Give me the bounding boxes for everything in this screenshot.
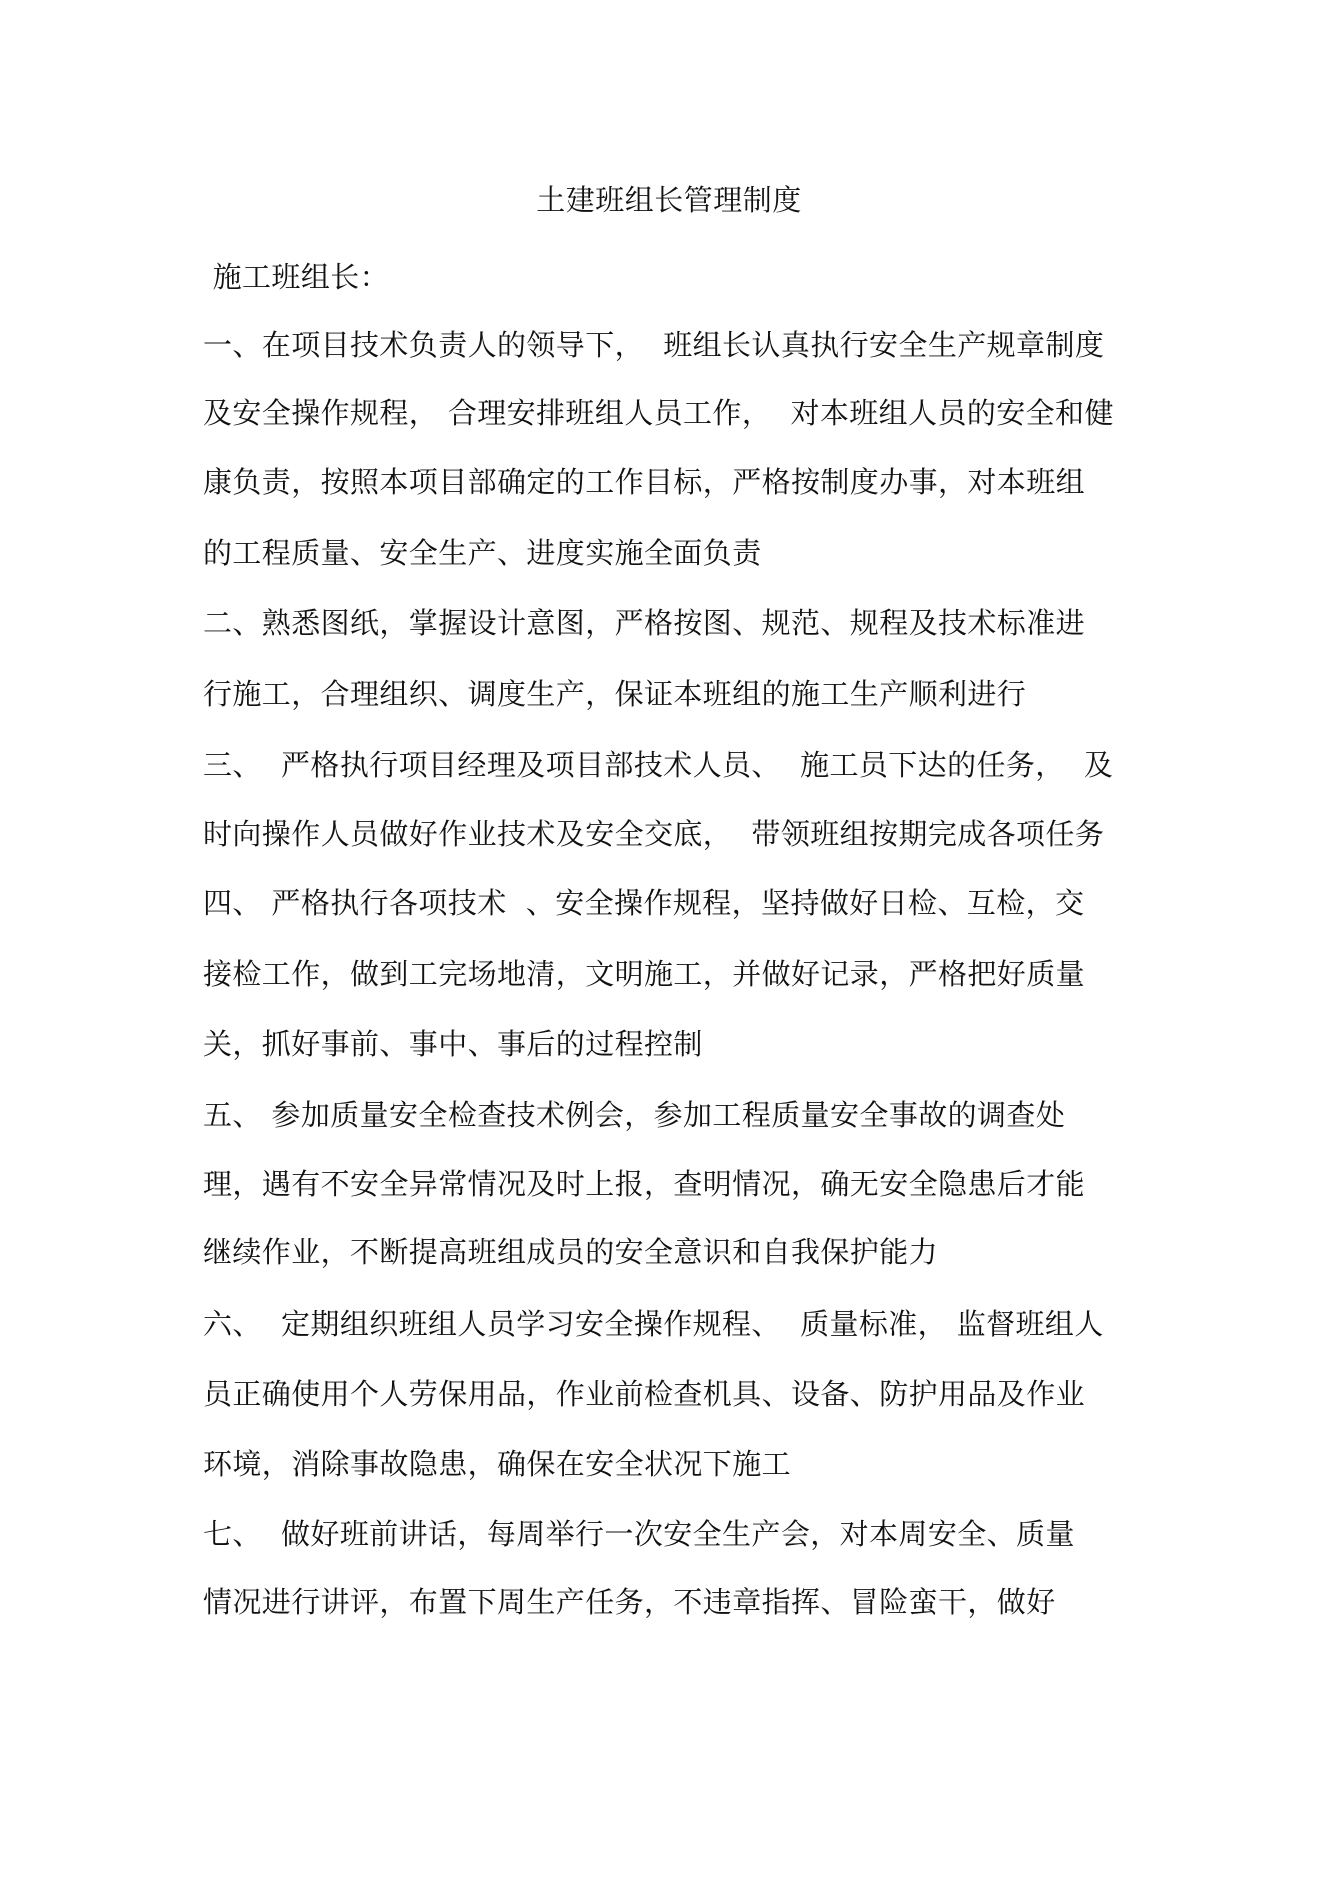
paragraph-line: 六、 定期组织班组人员学习安全操作规程、 质量标准， 监督班组人 (203, 1307, 1104, 1341)
paragraph-line: 员正确使用个人劳保用品，作业前检查机具、设备、防护用品及作业 (203, 1377, 1086, 1411)
document-title: 土建班组长管理制度 (536, 183, 802, 217)
paragraph-line: 理，遇有不安全异常情况及时上报，查明情况，确无安全隐患后才能 (203, 1167, 1086, 1201)
paragraph-line: 行施工，合理组织、调度生产，保证本班组的施工生产顺利进行 (203, 677, 1027, 711)
paragraph-line: 一、在项目技术负责人的领导下， 班组长认真执行安全生产规章制度 (203, 328, 1105, 362)
paragraph-line: 五、 参加质量安全检查技术例会，参加工程质量安全事故的调查处 (203, 1098, 1066, 1132)
paragraph-line: 及安全操作规程， 合理安排班组人员工作， 对本班组人员的安全和健 (203, 396, 1114, 430)
paragraph-line: 的工程质量、安全生产、进度实施全面负责 (203, 536, 762, 570)
paragraph-line: 七、 做好班前讲话，每周举行一次安全生产会，对本周安全、质量 (203, 1517, 1075, 1551)
paragraph-line: 四、 严格执行各项技术 、安全操作规程，坚持做好日检、互检，交 (203, 886, 1085, 920)
paragraph-line: 情况进行讲评，布置下周生产任务，不违章指挥、冒险蛮干，做好 (203, 1585, 1056, 1619)
subtitle-line: 施工班组长： (203, 260, 390, 294)
paragraph-line: 关，抓好事前、事中、事后的过程控制 (203, 1027, 703, 1061)
paragraph-line: 继续作业，不断提高班组成员的安全意识和自我保护能力 (203, 1235, 939, 1269)
paragraph-line: 三、 严格执行项目经理及项目部技术人员、 施工员下达的任务， 及 (203, 748, 1114, 782)
paragraph-line: 环境，消除事故隐患，确保在安全状况下施工 (203, 1447, 792, 1481)
paragraph-line: 时向操作人员做好作业技术及安全交底， 带领班组按期完成各项任务 (203, 817, 1105, 851)
paragraph-line: 接检工作，做到工完场地清，文明施工，并做好记录，严格把好质量 (203, 957, 1086, 991)
paragraph-line: 二、熟悉图纸，掌握设计意图，严格按图、规范、规程及技术标准进 (203, 606, 1086, 640)
paragraph-line: 康负责，按照本项目部确定的工作目标，严格按制度办事，对本班组 (203, 465, 1086, 499)
